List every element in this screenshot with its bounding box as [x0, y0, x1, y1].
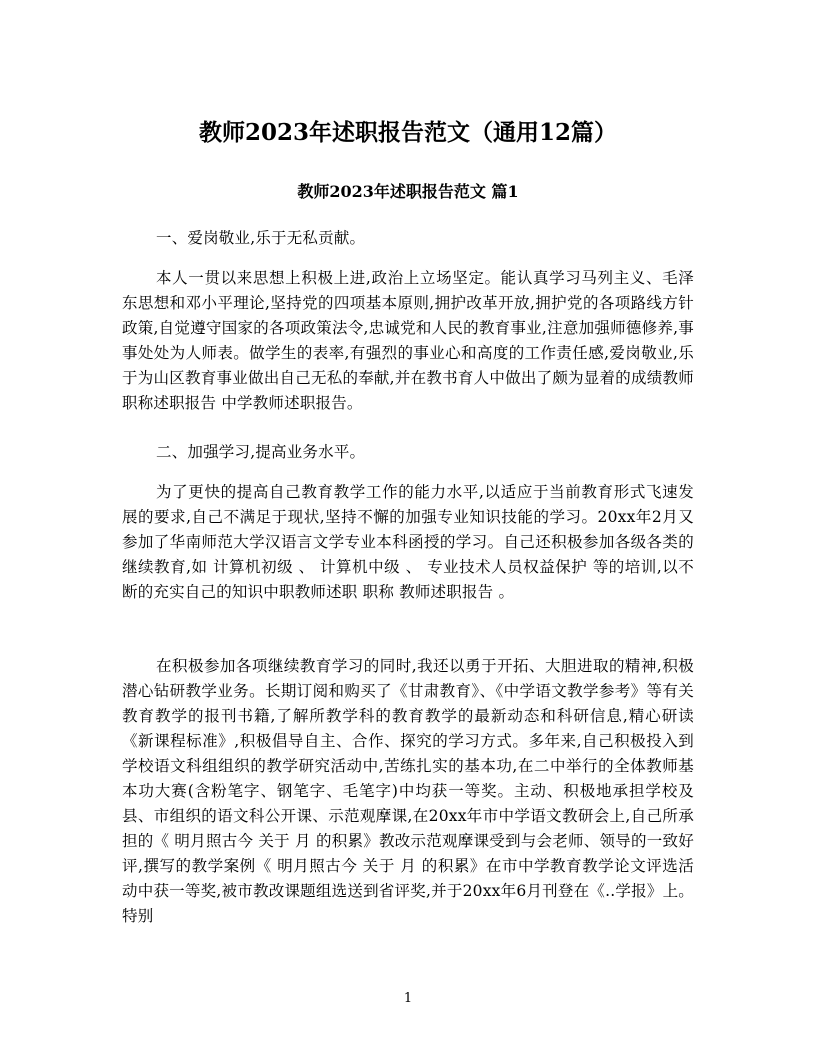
paragraph-body-3: 在积极参加各项继续教育学习的同时,我还以勇于开拓、大胆进取的精神,积极潜心钻研教学业务。长期订阅和购买了《甘肃教育》、《中学语文教学参考》等有关教育教学的报刊书籍,了解所教学科的教育教学的最新动态和科研信息,精心研读《新课程标准》,积极倡导自主、合作、探究的学习方式。多年来,自己积极投入到学校语文科组组织的教学研究活动中,苦练扎实的基本功,在二中举行的全体教师基本功大赛(含粉笔字、钢笔字、毛笔字)中均获一等奖。主动、积极地承担学校及县、市组织的语文科公开课、示范观摩课,在20xx年市中学语文教研会上,自己所承担的《 明月照古今 关于 月 的积累》教改示范观摩课受到与会老师、领导的一致好评,撰写的教学案例《 明月照古今 关于 月 的积累》在市中学教育教学论文评选活动中获一等奖,被市教改课题组选送到省评奖,并于20xx年6月刊登在《..学报》上。特别 [122, 657, 694, 925]
paragraph-heading-1: 一、爱岗敬业,乐于无私贡献。 [156, 229, 366, 247]
paragraph-body-2: 为了更快的提高自己教育教学工作的能力水平,以适应于当前教育形式飞速发展的要求,自己不满足于现状,坚持不懈的加强专业知识技能的学习。20xx年2月又参加了华南师范大学汉语言文学专业本科函授的学习。自己还积极参加各级各类的继续教育,如 计算机初级 、 计算机中级 、 专业技术人员权益保护 等的培训,以不断的充实自己的知识中职教师述职 职称 教师述职报告 。 [122, 483, 694, 601]
paragraph-body-1: 本人一贯以来思想上积极上进,政治上立场坚定。能认真学习马列主义、毛泽东思想和邓小平理论,坚持党的四项基本原则,拥护改革开放,拥护党的各项路线方针政策,自觉遵守国家的各项政策法令,忠诚党和人民的教育事业,注意加强师德修养,事事处处为人师表。做学生的表率,有强烈的事业心和高度的工作责任感,爱岗敬业,乐于为山区教育事业做出自己无私的奉献,并在教书育人中做出了颇为显着的成绩教师职称述职报告 中学教师述职报告。 [122, 269, 694, 412]
page-number: 1 [403, 991, 413, 1006]
document-title: 教师2023年述职报告范文（通用12篇） [198, 119, 618, 146]
paragraph-heading-2: 二、加强学习,提高业务水平。 [156, 443, 366, 461]
section-heading: 教师2023年述职报告范文 篇1 [297, 182, 519, 201]
